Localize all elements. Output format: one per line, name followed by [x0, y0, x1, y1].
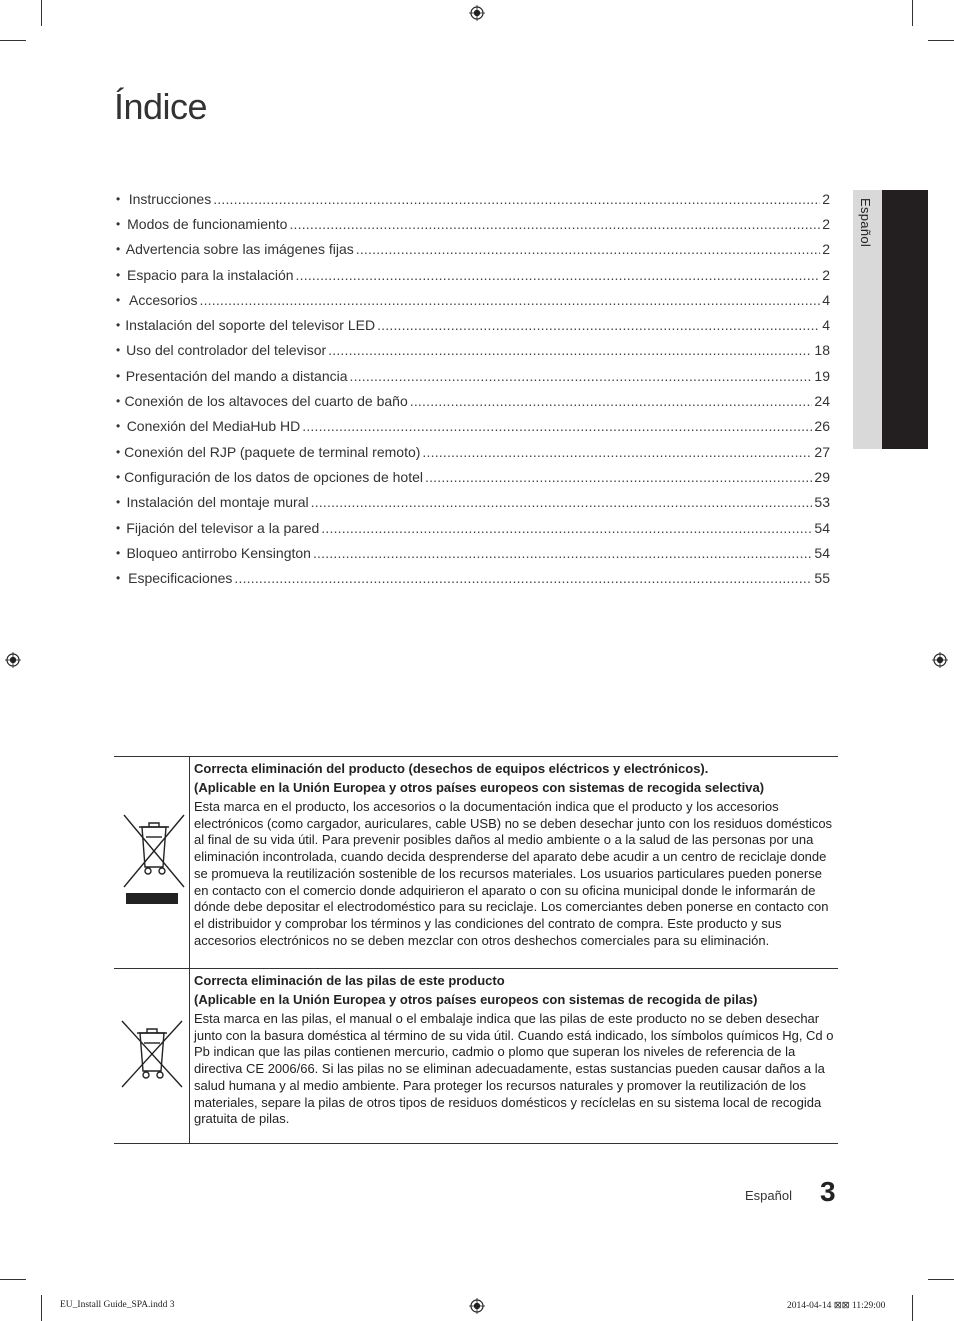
bullet-icon: •	[116, 394, 121, 409]
toc-leader-dots	[213, 191, 820, 207]
disposal-notice-table	[114, 756, 838, 1144]
toc-entry-label: Conexión del RJP (paquete de terminal remoto)	[124, 443, 421, 460]
toc-entry-page: 2	[822, 190, 830, 207]
crop-mark	[0, 1279, 26, 1280]
bullet-icon: •	[116, 343, 121, 358]
crop-mark	[0, 40, 26, 41]
toc-leader-dots	[313, 545, 812, 561]
toc-entry[interactable]	[114, 388, 830, 413]
bullet-icon: •	[116, 216, 121, 231]
toc-entry[interactable]	[114, 363, 830, 388]
toc-entry[interactable]	[114, 540, 830, 565]
print-slug-filename: EU_Install Guide_SPA.indd 3	[60, 1300, 175, 1310]
toc-entry-page: 2	[822, 215, 830, 232]
language-tab-block	[882, 190, 928, 449]
toc-leader-dots	[302, 418, 812, 434]
bullet-icon: •	[116, 571, 121, 586]
bullet-icon: •	[116, 419, 121, 434]
bullet-icon: •	[116, 469, 121, 484]
bullet-icon: •	[116, 368, 121, 383]
table-of-contents	[114, 186, 830, 591]
product-disposal-body: Esta marca en el producto, los accesorios o la documentación indica que el producto y los accesorios electrónicos (como cargador, auriculares, cable USB) no se deben desechar junto con los residuos domésticos al final de su vida útil. Para prevenir posibles daños al medio ambiente o a la salud de las personas por una eliminación incontrolada, cuando decida desprenderse del aparato debe acudir a un centro de reciclaje donde se promueva la reutilización sostenible de los recursos materiales. Los usuarios particulares pueden ponerse en contacto con el comercio donde adquirieron el aparato o con su oficina municipal donde le informarán de dónde debe depositar el electrodoméstico para su reciclaje. Los comerciantes deben ponerse en contacto con el distribuidor y comprobar los términos y las condiciones del contrato de compra. Este producto y sus accesorios electrónicos no se deben mezclar con otros deshechos comerciales para su eliminación.	[194, 799, 833, 948]
toc-entry-label: Espacio para la instalación	[127, 266, 294, 283]
toc-entry-page: 2	[822, 241, 830, 258]
product-disposal-heading: Correcta eliminación del producto (desechos de equipos eléctricos y electrónicos).	[194, 761, 709, 776]
toc-entry[interactable]	[114, 565, 830, 590]
bullet-icon: •	[116, 191, 121, 206]
toc-entry-label: Presentación del mando a distancia	[125, 367, 348, 384]
bullet-icon: •	[116, 495, 121, 510]
bullet-icon: •	[116, 545, 121, 560]
toc-leader-dots	[377, 317, 820, 333]
toc-entry-label: Instalación del soporte del televisor LED	[125, 317, 376, 334]
bullet-icon: •	[116, 318, 121, 333]
battery-disposal-subheading: (Aplicable en la Unión Europea y otros países europeos con sistemas de recogida de pilas)	[194, 992, 758, 1007]
toc-entry-label: Accesorios	[129, 291, 198, 308]
toc-entry-page: 2	[822, 266, 830, 283]
toc-entry[interactable]	[114, 312, 830, 337]
toc-entry[interactable]	[114, 338, 830, 363]
toc-entry[interactable]	[114, 490, 830, 515]
toc-entry-page: 54	[814, 519, 830, 536]
toc-entry-label: Especificaciones	[128, 570, 233, 587]
toc-entry[interactable]	[114, 211, 830, 236]
toc-entry-page: 24	[814, 393, 830, 410]
crop-mark	[928, 1279, 954, 1280]
toc-entry[interactable]	[114, 414, 830, 439]
toc-leader-dots	[422, 444, 812, 460]
toc-entry[interactable]	[114, 439, 830, 464]
bullet-icon: •	[116, 267, 121, 282]
toc-entry-label: Conexión de los altavoces del cuarto de baño	[124, 393, 408, 410]
battery-disposal-heading: Correcta eliminación de las pilas de este producto	[194, 973, 505, 988]
toc-entry-label: Conexión del MediaHub HD	[126, 418, 301, 435]
toc-leader-dots	[199, 292, 820, 308]
crop-mark	[912, 0, 913, 26]
toc-entry-page: 4	[822, 291, 830, 308]
product-disposal-subheading: (Aplicable en la Unión Europea y otros países europeos con sistemas de recogida selectiva)	[194, 780, 765, 795]
toc-entry[interactable]	[114, 464, 830, 489]
bullet-icon: •	[116, 520, 121, 535]
toc-entry[interactable]	[114, 515, 830, 540]
battery-disposal-body: Esta marca en las pilas, el manual o el embalaje indica que las pilas de este producto no se deben desechar junto con la basura doméstica al término de su vida útil. Cuando está indicado, los símbolos químicos Hg, Cd o Pb indican que las pilas contienen mercurio, cadmio o plomo que superan los niveles de referencia de la directiva CE 2006/66. Si las pilas no se eliminan adecuadamente, estas sustancias pueden causar daños a la salud humana y al medio ambiente. Para proteger los recursos naturales y promover la reutilización de los materiales, separe la pilas de otros tipos de residuos domésticos y recíclelas en su sistema local de recogida gratuita de pilas.	[194, 1011, 834, 1127]
toc-entry-label: Instalación del montaje mural	[126, 494, 309, 511]
toc-leader-dots	[328, 342, 812, 358]
bullet-icon: •	[116, 292, 121, 307]
footer-language: Español	[745, 1188, 792, 1203]
toc-leader-dots	[311, 494, 813, 510]
toc-entry[interactable]	[114, 287, 830, 312]
battery-disposal-text	[190, 969, 838, 1143]
toc-entry-page: 53	[814, 494, 830, 511]
toc-entry[interactable]	[114, 186, 830, 211]
page-number: 3	[820, 1176, 836, 1207]
registration-mark-icon	[932, 652, 948, 668]
toc-leader-dots	[425, 469, 812, 485]
battery-disposal-row	[114, 969, 838, 1143]
crop-mark	[928, 40, 954, 41]
toc-entry-page: 29	[814, 468, 830, 485]
product-disposal-text	[190, 757, 838, 968]
registration-mark-icon	[5, 652, 21, 668]
toc-entry-label: Configuración de los datos de opciones de hotel	[124, 468, 423, 485]
toc-entry-label: Advertencia sobre las imágenes fijas	[125, 241, 354, 258]
toc-entry-page: 4	[822, 317, 830, 334]
weee-crossed-bin-icon	[114, 757, 190, 968]
toc-entry[interactable]	[114, 237, 830, 262]
registration-mark-icon	[469, 1298, 485, 1314]
toc-leader-dots	[296, 267, 821, 283]
toc-entry-page: 18	[814, 342, 830, 359]
toc-entry-page: 55	[814, 570, 830, 587]
toc-entry-label: Uso del controlador del televisor	[126, 342, 327, 359]
bullet-icon: •	[116, 242, 121, 257]
toc-leader-dots	[321, 520, 812, 536]
toc-leader-dots	[234, 570, 812, 586]
crop-mark	[41, 0, 42, 26]
bullet-icon: •	[116, 444, 121, 459]
toc-entry-label: Bloqueo antirrobo Kensington	[126, 544, 311, 561]
toc-entry-page: 27	[814, 443, 830, 460]
toc-entry-label: Fijación del televisor a la pared	[126, 519, 320, 536]
registration-mark-icon	[469, 5, 485, 21]
battery-crossed-bin-icon	[114, 969, 190, 1143]
toc-entry-label: Instrucciones	[128, 190, 212, 207]
crop-mark	[41, 1295, 42, 1321]
page-title: Índice	[114, 86, 208, 127]
toc-entry-page: 54	[814, 544, 830, 561]
toc-entry-page: 19	[814, 367, 830, 384]
toc-leader-dots	[289, 216, 820, 232]
print-slug-timestamp: 2014-04-14 ⊠⊠ 11:29:00	[787, 1301, 886, 1311]
toc-leader-dots	[356, 241, 820, 257]
toc-leader-dots	[410, 393, 813, 409]
crop-mark	[912, 1295, 913, 1321]
toc-entry-label: Modos de funcionamiento	[127, 215, 288, 232]
language-tab-label: Español	[858, 198, 873, 248]
toc-entry[interactable]	[114, 262, 830, 287]
toc-leader-dots	[350, 368, 813, 384]
product-disposal-row	[114, 757, 838, 969]
toc-entry-page: 26	[814, 418, 830, 435]
